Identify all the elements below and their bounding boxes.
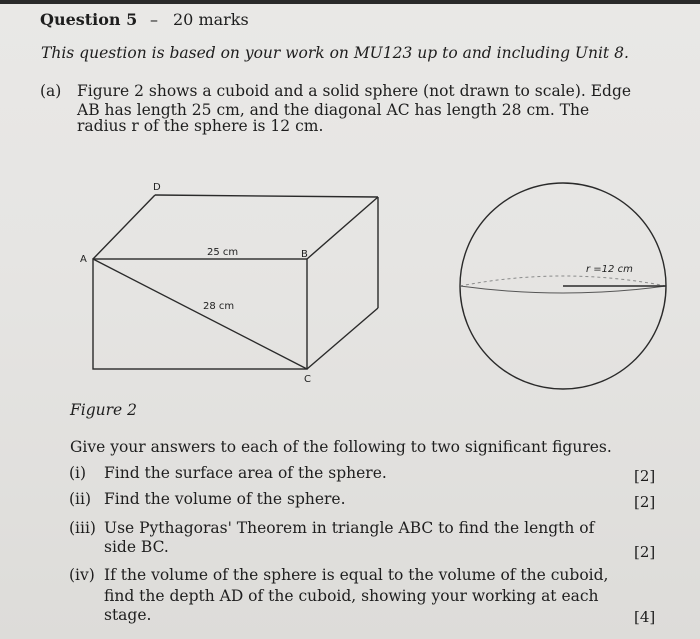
part-a-line-2: AB has length 25 cm, and the diagonal AC has length 28 cm. The [77, 101, 590, 119]
item-ii-marks: [2] [634, 493, 656, 511]
question-intro: This question is based on your work on MU123 up to and including Unit 8. [41, 44, 629, 62]
item-iv-marks: [4] [634, 608, 656, 626]
label-b: B [301, 249, 308, 260]
cuboid-diagonal-ac [93, 259, 307, 369]
part-a-label: (a) [40, 82, 62, 100]
item-i-marks: [2] [634, 467, 656, 485]
item-iv-text-line-3: stage. [104, 606, 152, 624]
item-i-label: (i) [69, 464, 87, 482]
item-ii-label: (ii) [69, 490, 92, 508]
item-iii-text-line-1: Use Pythagoras' Theorem in triangle ABC to find the length of [104, 519, 595, 537]
item-iv-text-line-2: find the depth AD of the cuboid, showing your working at each [104, 587, 599, 605]
figure-caption: Figure 2 [70, 401, 137, 419]
item-iii-marks: [2] [634, 543, 656, 561]
instructions: Give your answers to each of the following to two significant figures. [70, 438, 612, 456]
part-a-line-1: Figure 2 shows a cuboid and a solid sphere (not drawn to scale). Edge [77, 82, 632, 100]
sphere-equator-front [460, 286, 666, 293]
cuboid-top-back-edge [155, 195, 378, 197]
item-iii-label: (iii) [69, 519, 96, 537]
label-a: A [80, 254, 87, 265]
question-dash: – [150, 10, 158, 29]
item-ii-text: Find the volume of the sphere. [104, 490, 346, 508]
cuboid-top-right-edge [307, 197, 378, 259]
label-ab-length: 25 cm [207, 247, 239, 258]
sphere-equator-back [460, 276, 666, 286]
label-ac-length: 28 cm [203, 301, 235, 312]
label-radius: r =12 cm [586, 264, 633, 275]
label-d: D [153, 182, 161, 193]
item-iv-label: (iv) [69, 566, 95, 584]
question-title: Question 5 [40, 10, 138, 29]
cuboid-edge-ad [93, 195, 155, 259]
question-marks: 20 marks [173, 10, 249, 29]
cuboid-bottom-right-edge [307, 308, 378, 369]
label-c: C [304, 374, 311, 385]
item-iii-text-line-2: side BC. [104, 538, 169, 556]
item-iv-text-line-1: If the volume of the sphere is equal to the volume of the cuboid, [104, 566, 609, 584]
item-i-text: Find the surface area of the sphere. [104, 464, 387, 482]
part-a-line-3: radius r of the sphere is 12 cm. [77, 117, 324, 135]
